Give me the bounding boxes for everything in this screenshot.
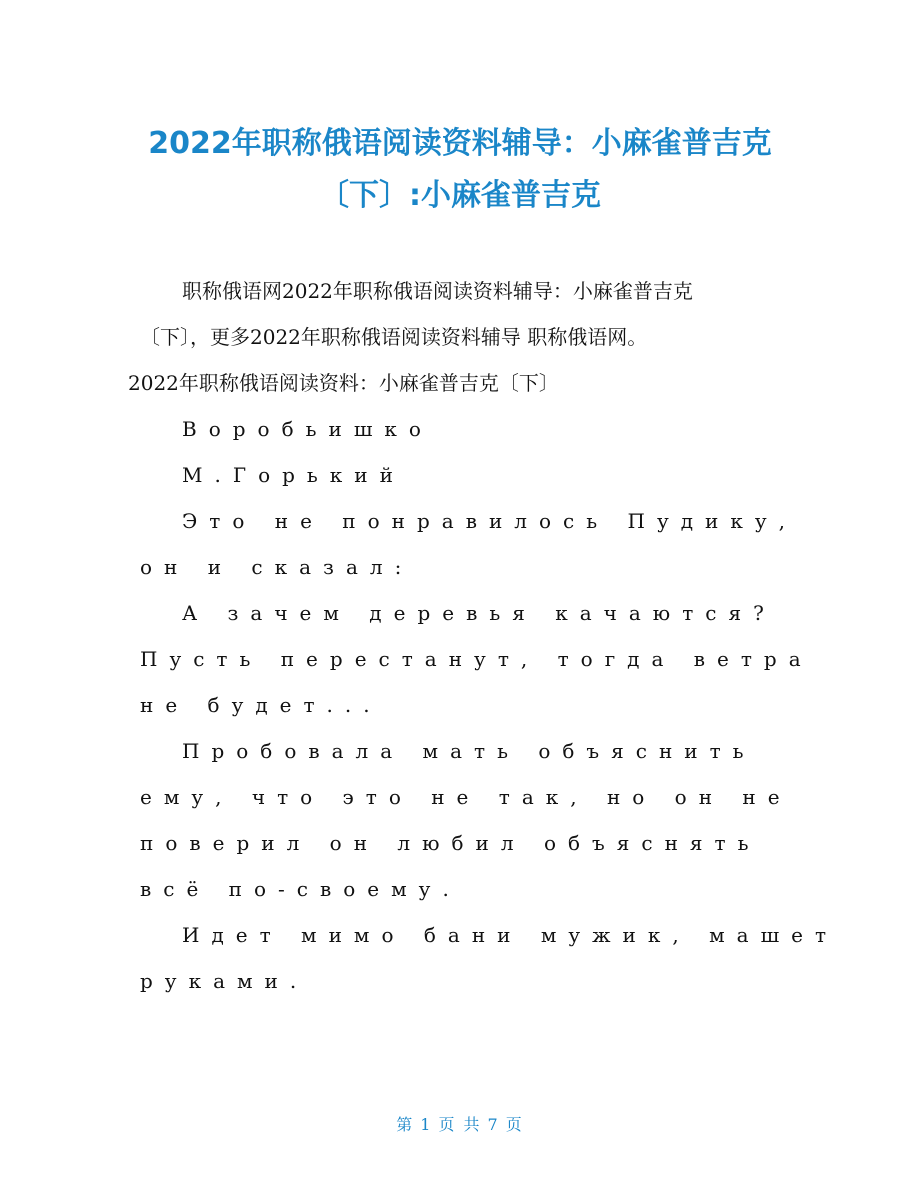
ru-paragraph-1-line-2: он и сказал: bbox=[140, 555, 414, 579]
ru-paragraph-4-line-1: Идет мимо бани мужик, машет bbox=[182, 923, 839, 947]
page-footer bbox=[0, 1112, 920, 1135]
document-title bbox=[120, 118, 800, 222]
ru-paragraph-2-line-2: Пусть перестанут, тогда ветра bbox=[140, 647, 813, 671]
ru-paragraph-3-line-3: поверил он любил объяснять bbox=[140, 831, 761, 855]
footer-page-total: 7 bbox=[487, 1115, 500, 1134]
footer-suffix: 页 bbox=[505, 1115, 524, 1134]
title-line-2: 〔下〕:小麻雀普吉克 bbox=[319, 178, 601, 213]
ru-paragraph-3-line-1: Пробовала мать объяснить bbox=[182, 739, 756, 763]
ru-paragraph-3-line-4: всё по-своему. bbox=[140, 877, 461, 901]
footer-prefix: 第 bbox=[396, 1115, 415, 1134]
footer-middle: 页 共 bbox=[438, 1115, 482, 1134]
ru-paragraph-2-line-1: А зачем деревья качаются? bbox=[182, 601, 776, 625]
intro-line-2: 〔下〕，更多2022年职称俄语阅读资料辅导 职称俄语网。 bbox=[140, 325, 648, 349]
ru-title: Воробьишко bbox=[182, 417, 433, 441]
intro-line-3: 2022年职称俄语阅读资料：小麻雀普吉克〔下〕 bbox=[128, 371, 559, 395]
title-line-1: 2022年职称俄语阅读资料辅导：小麻雀普吉克 bbox=[148, 126, 772, 161]
ru-paragraph-3-line-2: ему, что это не так, но он не bbox=[140, 785, 792, 809]
intro-line-1: 职称俄语网2022年职称俄语阅读资料辅导：小麻雀普吉克 bbox=[182, 279, 693, 303]
document-body bbox=[128, 268, 839, 1004]
ru-paragraph-2-line-3: не будет... bbox=[140, 693, 382, 717]
ru-paragraph-1-line-1: Это не понравилось Пудику, bbox=[182, 509, 797, 533]
ru-paragraph-4-line-2: руками. bbox=[140, 969, 309, 993]
ru-author: М.Горький bbox=[182, 463, 405, 487]
footer-page-current: 1 bbox=[420, 1115, 433, 1134]
